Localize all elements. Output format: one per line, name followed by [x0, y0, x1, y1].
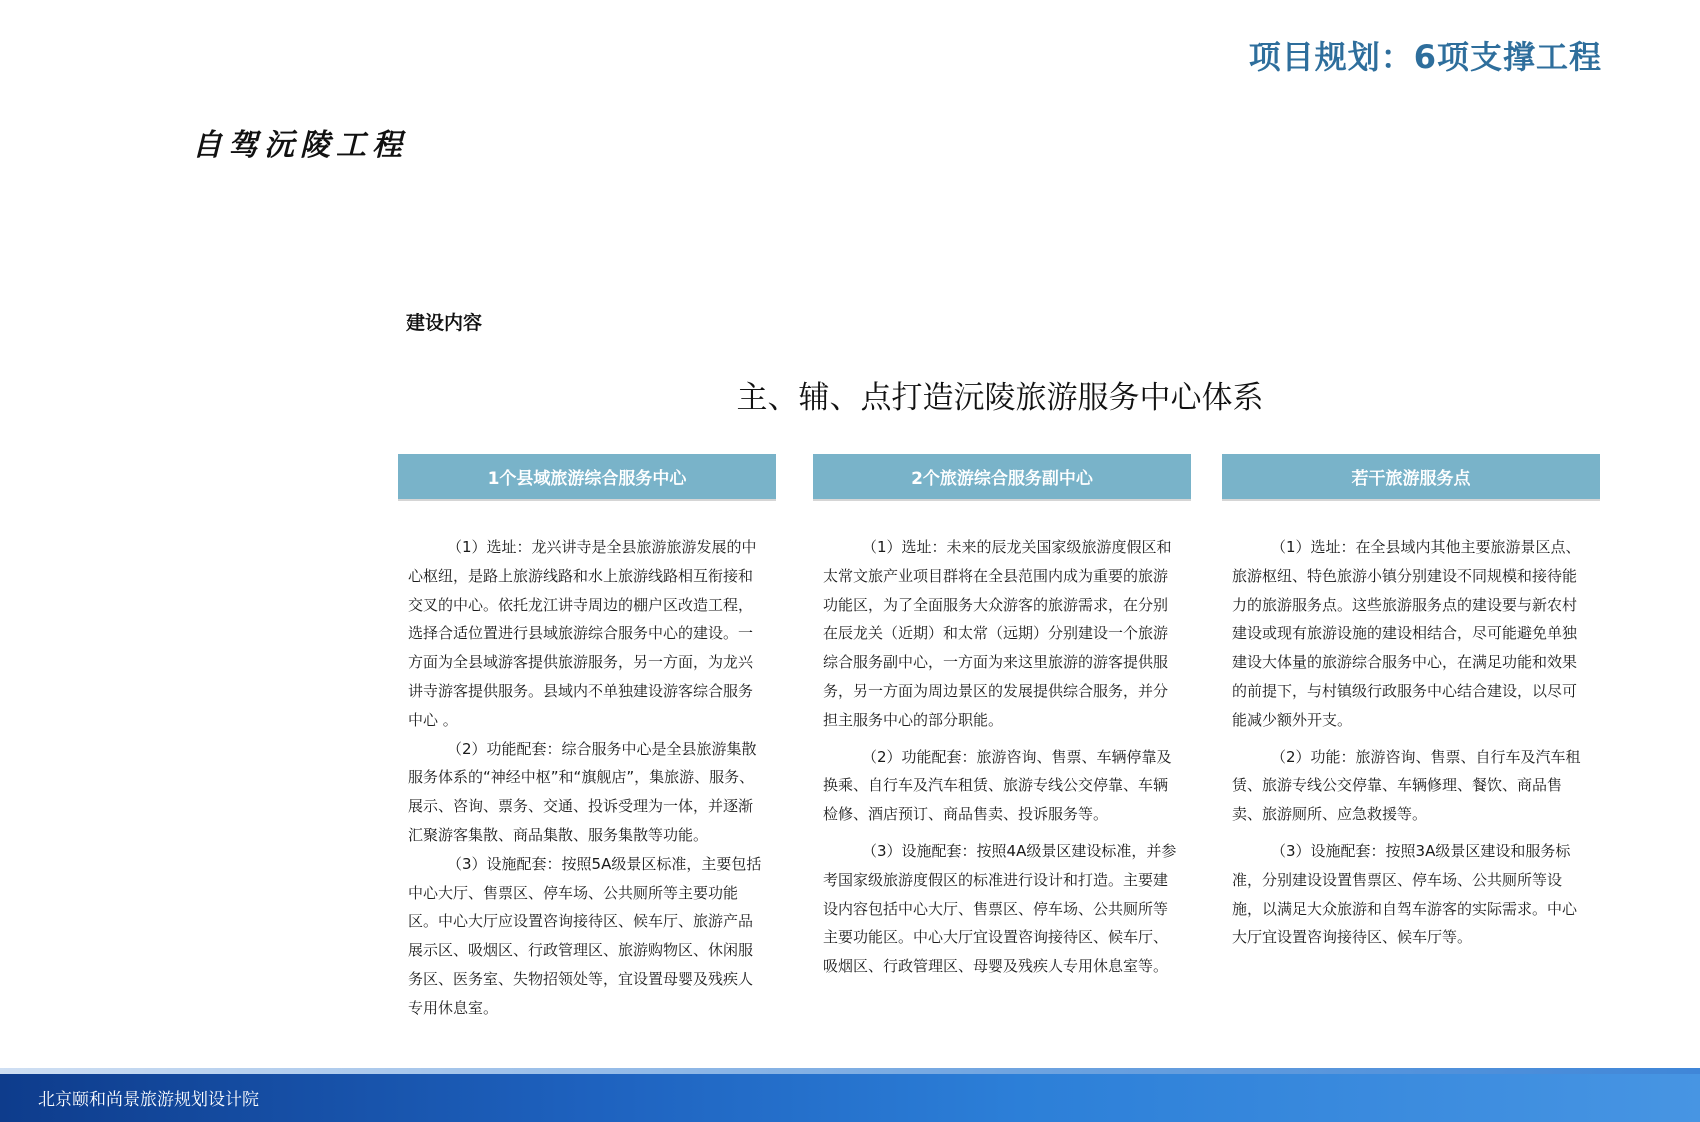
- paragraph-location: （1）选址：未来的辰龙关国家级旅游度假区和太常文旅产业项目群将在全县范围内成为重要的旅游功能区，为了全面服务大众游客的旅游需求，在分别在辰龙关（近期）和太常（远期）分别建设一个旅游综合服务副中心，一方面为来这里旅游的游客提供服务，另一方面为周边景区的发展提供综合服务，并分担主服务中心的部分职能。: [823, 538, 1172, 729]
- footer-org-name: 北京颐和尚景旅游规划设计院: [38, 1090, 259, 1110]
- paragraph-facilities: （3）设施配套：按照4A级景区建设标准，并参考国家级旅游度假区的标准进行设计和打造。主要建设内容包括中心大厅、售票区、停车场、公共厕所等主要功能区。中心大厅宜设置咨询接待区、候车厅、吸烟区、行政管理区、母婴及残疾人专用休息室等。: [823, 841, 1177, 976]
- column-header: 若干旅游服务点: [1222, 454, 1600, 501]
- paragraph-function: （2）功能配套：综合服务中心是全县旅游集散服务体系的“神经中枢”和“旗舰店”，集旅游、服务、展示、咨询、票务、交通、投诉受理为一体，并逐渐汇聚游客集散、商品集散、服务集散等功能。: [408, 739, 757, 844]
- column-sub-centers: [813, 454, 1191, 981]
- page-title: 项目规划：6项支撑工程: [1248, 38, 1602, 76]
- content-label: 建设内容: [406, 312, 483, 334]
- main-heading: 主、辅、点打造沅陵旅游服务中心体系: [736, 380, 1264, 416]
- column-body: [813, 533, 1191, 981]
- column-county-center: [398, 454, 776, 1023]
- paragraph-facilities: （3）设施配套：按照3A级景区建设和服务标准，分别建设设置售票区、停车场、公共厕所等设施，以满足大众旅游和自驾车游客的实际需求。中心大厅宜设置咨询接待区、候车厅等。: [1232, 841, 1578, 947]
- column-body: [398, 533, 776, 1023]
- paragraph-function: （2）功能：旅游咨询、售票、自行车及汽车租赁、旅游专线公交停靠、车辆修理、餐饮、商品售卖、旅游厕所、应急救援等。: [1232, 747, 1581, 824]
- section-title: 自驾沅陵工程: [192, 128, 408, 163]
- footer-bar: [0, 1074, 1700, 1122]
- paragraph-location: （1）选址：龙兴讲寺是全县旅游旅游发展的中心枢纽，是路上旅游线路和水上旅游线路相互衔接和交叉的中心。依托龙江讲寺周边的棚户区改造工程，选择合适位置进行县域旅游综合服务中心的建设。一方面为全县域游客提供旅游服务，另一方面，为龙兴讲寺游客提供服务。县域内不单独建设游客综合服务中心 。: [408, 538, 757, 729]
- paragraph-location: （1）选址：在全县域内其他主要旅游景区点、旅游枢纽、特色旅游小镇分别建设不同规模和接待能力的旅游服务点。这些旅游服务点的建设要与新农村建设或现有旅游设施的建设相结合，尽可能避免单独建设大体量的旅游综合服务中心，在满足功能和效果的前提下，与村镇级行政服务中心结合建设，以尽可能减少额外开支。: [1232, 538, 1581, 729]
- column-body: [1222, 533, 1600, 952]
- paragraph-function: （2）功能配套：旅游咨询、售票、车辆停靠及换乘、自行车及汽车租赁、旅游专线公交停靠、车辆检修、酒店预订、商品售卖、投诉服务等。: [823, 747, 1172, 824]
- column-service-points: [1222, 454, 1600, 952]
- column-header: 1个县域旅游综合服务中心: [398, 454, 776, 501]
- paragraph-facilities: （3）设施配套：按照5A级景区标准，主要包括中心大厅、售票区、停车场、公共厕所等主要功能区。中心大厅应设置咨询接待区、候车厅、旅游产品展示区、吸烟区、行政管理区、旅游购物区、休闲服务区、医务室、失物招领处等，宜设置母婴及残疾人专用休息室。: [408, 854, 762, 1017]
- column-header: 2个旅游综合服务副中心: [813, 454, 1191, 501]
